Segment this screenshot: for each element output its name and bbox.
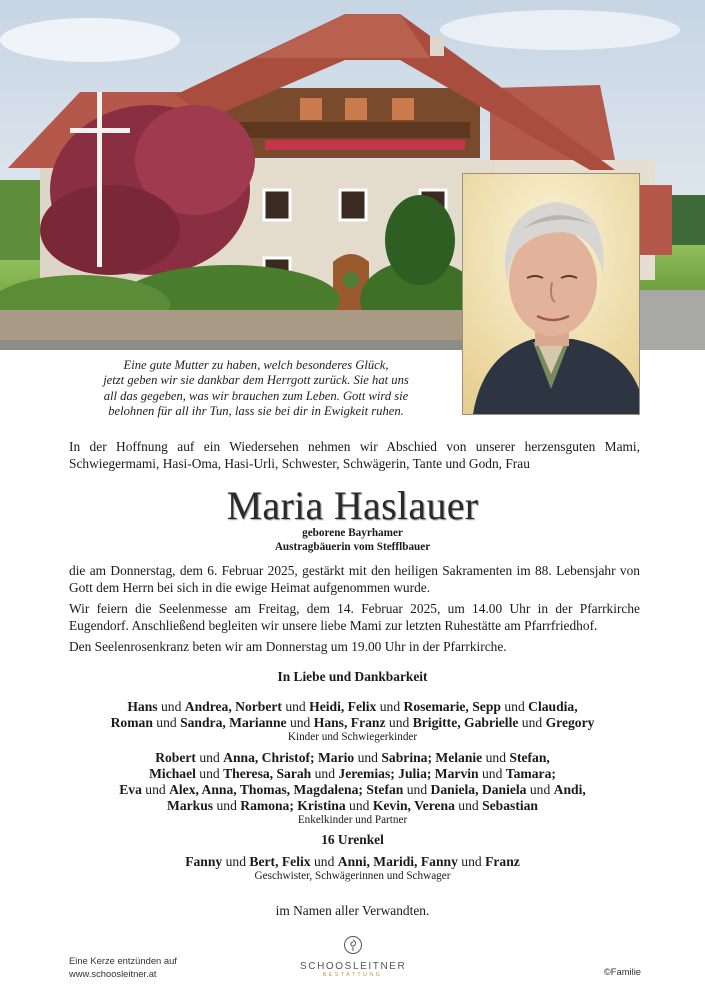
mourner-names: Markus [167,798,214,813]
connector-text: und [141,782,170,797]
connector-text: und [354,750,382,765]
funeral-mass-text: Wir feiern die Seelenmesse am Freitag, dem 14. Februar 2025, um 14.00 Uhr in der Pfarrkirche Eugendorf. Anschließend begleiten wir unsere liebe Mami zur letzten Ruhestätte am Pfarrfriedhof. [69,601,640,633]
mourner-names: Jeremias; Julia; Marvin [338,766,479,781]
mourner-names: Sabrina; Melanie [381,750,483,765]
name-line [40,715,665,731]
connector-text: und [376,699,404,714]
mourner-names: Daniela, Daniela [430,782,527,797]
connector-text: und [222,854,250,869]
mourner-names: Fanny [185,854,223,869]
logo-name: SCHOOSLEITNER [300,961,407,972]
mourner-names: Hans, Franz [313,715,386,730]
siblings-block [40,854,665,883]
candle-text: Eine Kerze entzünden auf [69,955,177,966]
funeral-home-logo [300,935,405,978]
mourner-names: Brigitte, Gabrielle [412,715,519,730]
deceased-name: Maria Haslauer [226,483,479,528]
mourner-names: Andi, [553,782,586,797]
connector-text: und [213,798,241,813]
name-line [40,854,665,870]
signoff: im Namen aller Verwandten. [275,903,430,918]
mourner-names: Stefan, [509,750,550,765]
mourner-names: Bert, Felix [249,854,311,869]
intro-text: In der Hoffnung auf ein Wiedersehen nehmen wir Abschied von unserer herzensguten Mami, Schwiegermami, Hasi-Oma, Hasi-Urli, Schwester, Schwägerin, Tante und Godn, Frau [69,439,640,471]
connector-text: und [157,699,185,714]
children-block [40,699,665,744]
mourner-names: Roman [110,715,153,730]
mourner-names: Claudia, [528,699,578,714]
mourner-names: Alex, Anna, Thomas, Magdalena; Stefan [169,782,404,797]
mourner-names: Robert [155,750,196,765]
mourner-names: Theresa, Sarah [223,766,312,781]
grandchildren-caption: Enkelkinder und Partner [297,814,408,826]
mourner-names: Michael [149,766,196,781]
rose-icon [343,935,363,955]
candle-info [69,955,177,980]
deceased-details [0,527,705,554]
connector-text: und [403,782,431,797]
mourner-names: Ramona; Kristina [240,798,346,813]
death-notice-text: die am Donnerstag, dem 6. Februar 2025, gestärkt mit den heiligen Sakramenten im 88. Lebensjahr von Gott dem Herrn bei sich in die ewige Heimat aufgenommen wurde. [69,563,640,595]
mourner-names: Anni, Maridi, Fanny [337,854,458,869]
children-caption: Kinder und Schwiegerkinder [287,731,418,743]
mourner-names: Rosemarie, Sepp [403,699,501,714]
connector-text: und [482,750,510,765]
connector-text: und [195,766,224,781]
deceased-title: Austragbäuerin vom Stefflbauer [274,540,431,553]
mourner-names: Kevin, Verena [372,798,455,813]
siblings-caption: Geschwister, Schwägerinnen und Schwager [254,870,451,882]
website-link[interactable]: www.schoosleitner.at [69,967,157,979]
closing-phrase: In Liebe und Dankbarkeit [277,669,428,684]
connector-text: und [286,715,314,730]
connector-text: und [500,699,529,714]
connector-text: und [281,699,310,714]
mourner-names: Gregory [545,715,595,730]
connector-text: und [454,798,483,813]
mourner-names: Sandra, Marianne [180,715,287,730]
connector-text: und [526,782,554,797]
mourner-names: Andrea, Norbert [184,699,282,714]
poem-line: Eine gute Mutter zu haben, welch besonderes Glück, [123,358,389,372]
portrait-photo [462,173,640,415]
poem-line: belohnen für all ihr Tun, lass sie bei dir in Ewigkeit ruhen. [108,404,404,419]
mourner-names: Eva [119,782,142,797]
name-line [40,699,665,715]
name-line [40,766,665,782]
rosary-text: Den Seelenrosenkranz beten wir am Donnerstag um 19.00 Uhr in der Pfarrkirche. [69,639,507,654]
connector-text: und [457,854,486,869]
connector-text: und [152,715,181,730]
connector-text: und [518,715,546,730]
poem-line: jetzt geben wir sie dankbar dem Herrgott zurück. Sie hat uns [103,373,409,388]
connector-text: und [310,854,338,869]
mourner-names: Tamara; [505,766,556,781]
name-line [40,750,665,766]
mourner-names: Sebastian [482,798,538,813]
name-line [40,782,665,798]
great-grandchildren: 16 Urenkel [321,832,384,847]
name-line [40,798,665,814]
mourner-names: Heidi, Felix [309,699,377,714]
connector-text: und [478,766,506,781]
poem [60,358,452,420]
mourner-names: Anna, Christof; Mario [223,750,355,765]
photo-copyright: ©Familie [603,966,641,977]
connector-text: und [385,715,413,730]
connector-text: und [345,798,373,813]
grandchildren-block [40,750,665,827]
mourner-names: Franz [485,854,520,869]
logo-subtitle: BESTATTUNG [322,972,383,978]
connector-text: und [195,750,224,765]
poem-line: all das gegeben, was wir brauchen zum Leben. Gott wird sie [103,388,409,403]
mourner-names: Hans [127,699,158,714]
maiden-name: geborene Bayrhamer [302,527,403,539]
connector-text: und [311,766,339,781]
